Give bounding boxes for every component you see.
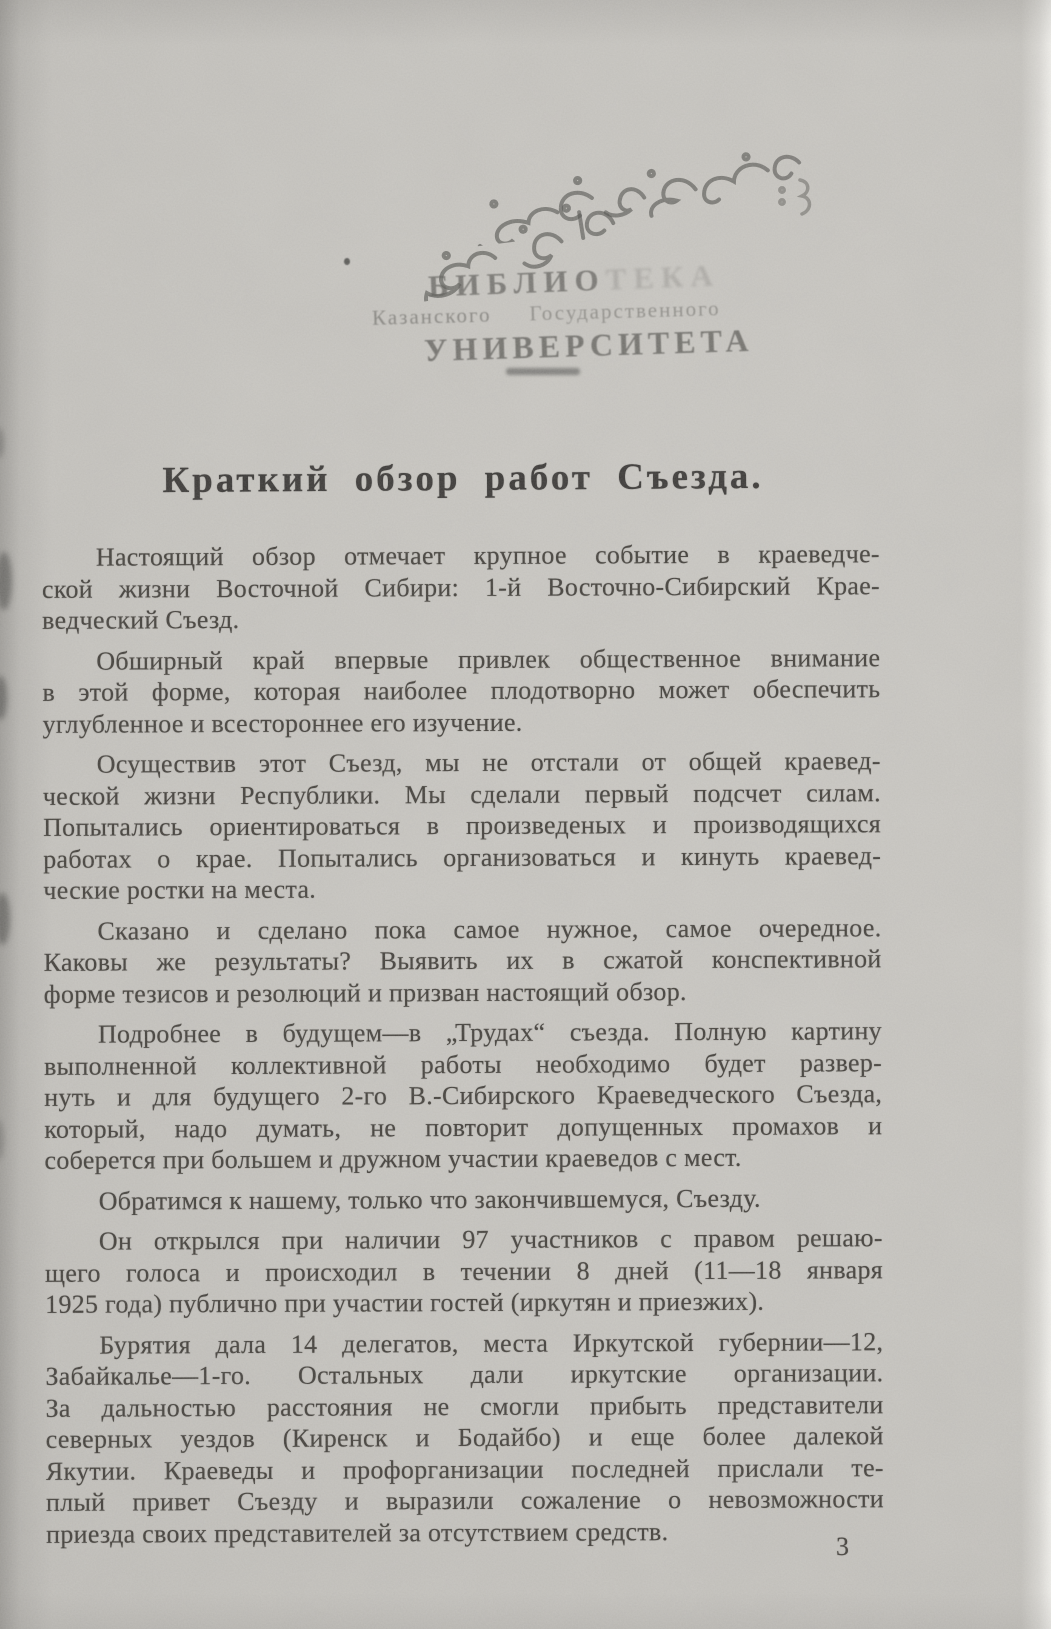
text-line: нуть и для будущего 2-го В.-Сибирского Краеведческого Съезда, xyxy=(44,1079,883,1112)
edge-smudge xyxy=(0,1120,4,1160)
text-line: форме тезисов и резолюций и призван настоящий обзор. xyxy=(43,976,687,1009)
text-line: в этой форме, которая наиболее плодотворно может обеспечить xyxy=(42,674,881,707)
text-line: который, надо думать, не повторит допущенных промахов и xyxy=(44,1110,883,1144)
text-line: северных уездов (Киренск и Бодайбо) и еще более далекой xyxy=(45,1421,884,1454)
text-line: щего голоса и происходил в течении 8 дней (11—18 января xyxy=(44,1254,884,1288)
text-line: Подробнее в будущем—в „Трудах“ съезда. Полную картину xyxy=(97,1016,882,1049)
text-line: работах о крае. Попытались организоваться и кинуть краевед- xyxy=(43,840,882,874)
text-line: плый привет Съезду и выразили сожаление о невозможности xyxy=(45,1484,885,1517)
text-line: Каковы же результаты? Выявить их в сжатой конспективной xyxy=(43,944,882,977)
page-title: Краткий обзор работ Съезда. xyxy=(162,455,764,501)
stamp-word-gosudarstvennogo: Государственного xyxy=(529,296,721,326)
page-number: 3 xyxy=(836,1532,849,1561)
text-line: Якутии. Краеведы и профорганизации последней прислали те- xyxy=(45,1452,884,1486)
edge-smudge xyxy=(0,893,10,945)
paragraph xyxy=(44,1015,883,1176)
stamp-underline-smudge xyxy=(506,368,580,375)
paragraph xyxy=(43,745,882,906)
stamp-library-faded: ТЕКА xyxy=(604,257,721,297)
stamp-university-word: УНИВЕРСИТЕТА xyxy=(423,321,754,369)
paragraph xyxy=(45,1222,883,1320)
edge-smudge xyxy=(0,428,4,458)
text-line: ской жизни Восточной Сибири: 1-й Восточно-Сибирский Крае- xyxy=(41,570,881,604)
text-line: Попытались ориентироваться в произведеных и производящихся xyxy=(42,809,882,842)
text-line: углубленное и всестороннее его изучение. xyxy=(42,707,523,739)
paragraph xyxy=(45,1182,883,1217)
paragraph xyxy=(42,538,880,636)
handwritten-inscription-mark xyxy=(770,172,818,224)
text-line: Обширный край впервые привлек общественное внимание xyxy=(96,642,881,676)
text-line: выполненной коллективной работы необходимо будет развер- xyxy=(44,1047,883,1081)
text-line: ческой жизни Республики. Мы сделали первый подсчет силам. xyxy=(42,777,881,811)
edge-smudge xyxy=(0,676,7,720)
stamp-word-kazanskogo: Казанского xyxy=(371,302,492,330)
text-line: ведческий Съезд. xyxy=(42,604,240,635)
ink-dot xyxy=(344,258,350,265)
text-line: приезда своих представителей за отсутствием средств. xyxy=(46,1516,669,1549)
stamp-library-visible: БИБЛИО xyxy=(427,261,607,304)
paragraph xyxy=(45,1326,884,1550)
text-line: Он открылся при наличии 97 участников с правом решаю- xyxy=(98,1223,883,1256)
text-line: За дальностью расстояния не смогли прибыть представители xyxy=(45,1389,884,1423)
text-line: Бурятия дала 14 делегатов, места Иркутской губернии—12, xyxy=(99,1326,884,1360)
paragraph xyxy=(43,912,881,1010)
edge-smudge xyxy=(0,552,12,610)
text-line: Забайкалье—1-го. Остальных дали иркутские организации. xyxy=(45,1358,884,1391)
text-line: ческие ростки на места. xyxy=(43,874,317,905)
text-line: Осуществив этот Съезд, мы не отстали от общей краевед- xyxy=(96,746,881,779)
body-text xyxy=(42,538,884,1559)
text-line: Обратимся к нашему, только что закончившемуся, Съезду. xyxy=(98,1183,761,1216)
text-line: соберется при большем и дружном участии краеведов с мест. xyxy=(44,1142,742,1175)
text-line: Сказано и сделано пока самое нужное, самое очередное. xyxy=(97,912,882,946)
text-line: Настоящий обзор отмечает крупное событие в краеведче- xyxy=(95,539,880,572)
paragraph xyxy=(42,642,880,740)
text-line: 1925 года) публично при участии гостей (иркутян и приезжих). xyxy=(45,1286,765,1319)
